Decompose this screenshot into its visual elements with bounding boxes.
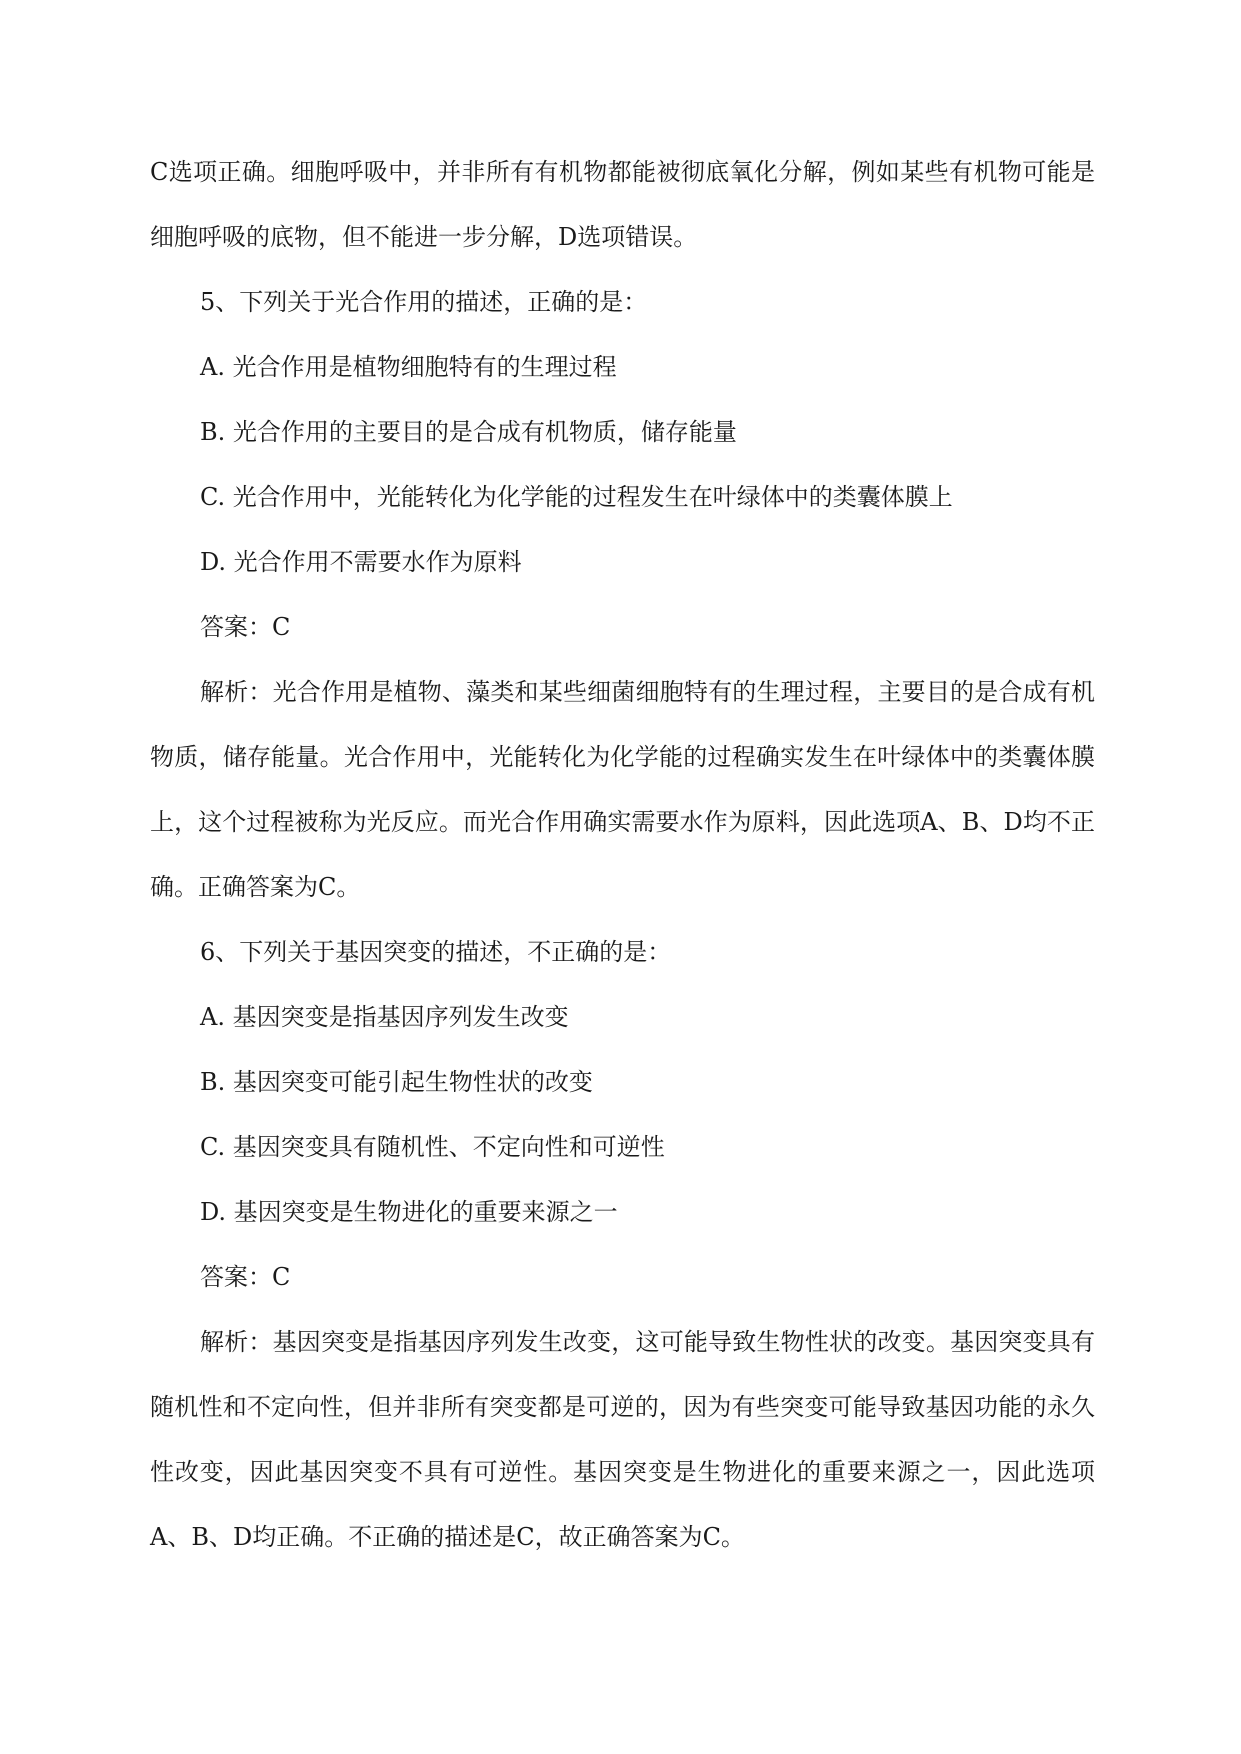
question-6-analysis: 解析：基因突变是指基因序列发生改变，这可能导致生物性状的改变。基因突变具有随机性和不定向性，但并非所有突变都是可逆的，因为有些突变可能导致基因功能的永久性改变，因此基因突变不具有可逆性。基因突变是生物进化的重要来源之一，因此选项A、B、D均正确。不正确的描述是C，故正确答案为C。 xyxy=(150,1328,1095,1551)
question-5-option-a: A. 光合作用是植物细胞特有的生理过程 xyxy=(200,353,617,381)
question-5-option-b: B. 光合作用的主要目的是合成有机物质，储存能量 xyxy=(200,418,737,446)
question-6-answer: 答案：C xyxy=(200,1263,291,1291)
document-body xyxy=(150,140,1095,1570)
question-6-option-b: B. 基因突变可能引起生物性状的改变 xyxy=(200,1068,593,1096)
question-5-option-c: C. 光合作用中，光能转化为化学能的过程发生在叶绿体中的类囊体膜上 xyxy=(200,483,953,511)
question-5-analysis: 解析：光合作用是植物、藻类和某些细菌细胞特有的生理过程，主要目的是合成有机物质，储存能量。光合作用中，光能转化为化学能的过程确实发生在叶绿体中的类囊体膜上，这个过程被称为光反应。而光合作用确实需要水作为原料，因此选项A、B、D均不正确。正确答案为C。 xyxy=(150,678,1095,901)
question-5-stem: 5、下列关于光合作用的描述，正确的是： xyxy=(200,288,648,316)
question-6-option-a: A. 基因突变是指基因序列发生改变 xyxy=(200,1003,569,1031)
analysis-paragraph-q4-end: C选项正确。细胞呼吸中，并非所有有机物都能被彻底氧化分解，例如某些有机物可能是细胞呼吸的底物，但不能进一步分解，D选项错误。 xyxy=(150,158,1095,251)
question-6-option-c: C. 基因突变具有随机性、不定向性和可逆性 xyxy=(200,1133,665,1161)
question-5-option-d: D. 光合作用不需要水作为原料 xyxy=(200,548,522,576)
question-5-answer: 答案：C xyxy=(200,613,291,641)
question-6-option-d: D. 基因突变是生物进化的重要来源之一 xyxy=(200,1198,618,1226)
question-6-stem: 6、下列关于基因突变的描述，不正确的是： xyxy=(200,938,672,966)
